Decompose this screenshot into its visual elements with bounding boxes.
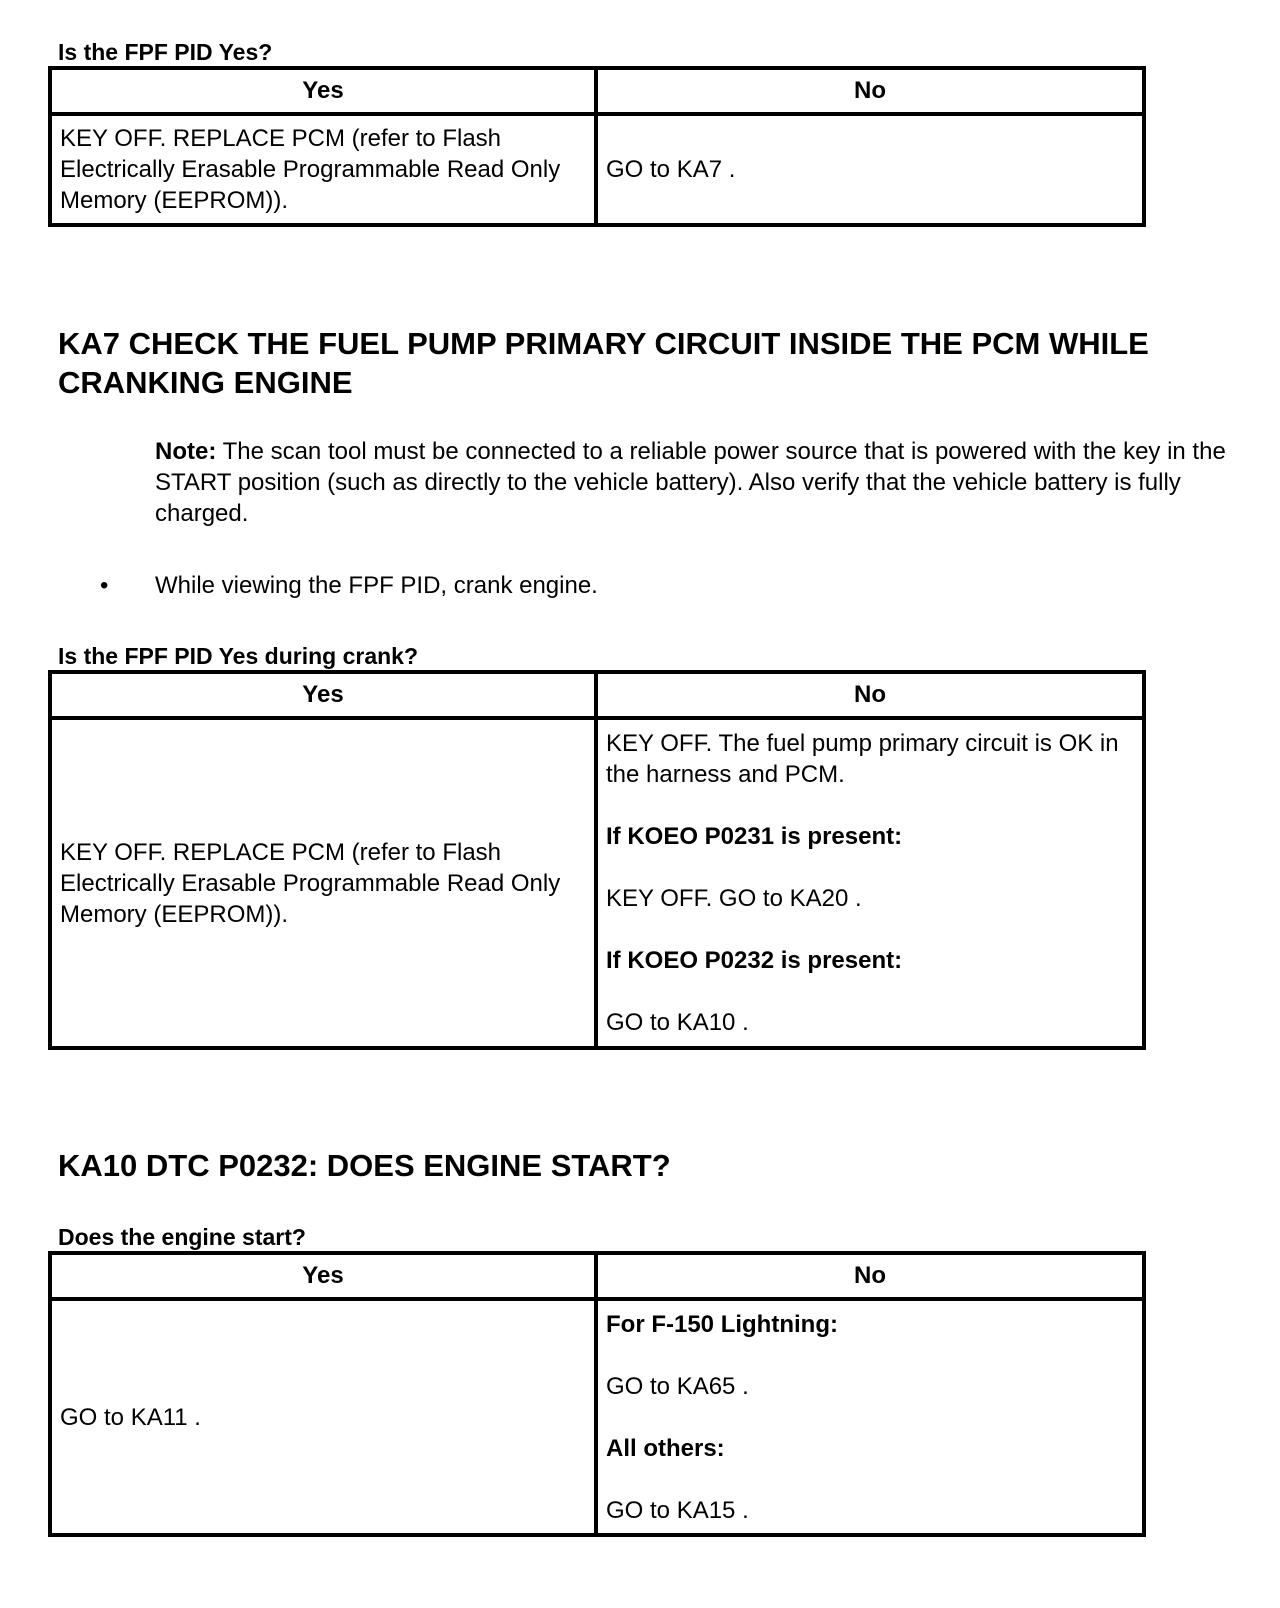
yes-cell: KEY OFF. REPLACE PCM (refer to Flash Electrically Erasable Programmable Read Only Memory (EEPROM)). <box>50 718 596 1048</box>
note-label: Note: <box>155 438 217 465</box>
no-cell <box>596 718 1144 1048</box>
no-paragraph-2: KEY OFF. GO to KA20 . <box>606 885 862 912</box>
question-fpf-pid: Is the FPF PID Yes? <box>58 39 273 65</box>
column-header-no: No <box>596 1253 1144 1299</box>
no-paragraph-2: GO to KA15 . <box>606 1496 749 1524</box>
bullet-text: While viewing the FPF PID, crank engine. <box>155 572 598 599</box>
no-cell: GO to KA7 . <box>596 114 1144 225</box>
decision-table-ka10 <box>48 1251 1146 1537</box>
no-condition-1: For F-150 Lightning: <box>606 1310 838 1338</box>
note-text: The scan tool must be connected to a reliable power source that is powered with the key in the START position (such as directly to the vehicle battery). Also verify that the vehicle battery is fully charged. <box>155 438 1226 527</box>
yes-cell: KEY OFF. REPLACE PCM (refer to Flash Electrically Erasable Programmable Read Only Memory (EEPROM)). <box>50 114 596 225</box>
no-cell <box>596 1299 1144 1535</box>
column-header-no: No <box>596 68 1144 114</box>
decision-table-ka7 <box>48 670 1146 1050</box>
no-paragraph-3: GO to KA10 . <box>606 1009 749 1036</box>
no-paragraph-1: KEY OFF. The fuel pump primary circuit is OK in the harness and PCM. <box>606 730 1119 788</box>
no-paragraph-1: GO to KA65 . <box>606 1372 749 1400</box>
no-condition-2: If KOEO P0232 is present: <box>606 947 903 974</box>
column-header-yes: Yes <box>50 68 596 114</box>
question-engine-start: Does the engine start? <box>58 1224 306 1250</box>
bullet-icon: • <box>100 572 109 599</box>
ka7-bullet-item <box>100 570 598 601</box>
no-condition-2: All others: <box>606 1434 725 1462</box>
column-header-yes: Yes <box>50 1253 596 1299</box>
no-condition-1: If KOEO P0231 is present: <box>606 823 903 850</box>
column-header-no: No <box>596 672 1144 718</box>
column-header-yes: Yes <box>50 672 596 718</box>
yes-cell: GO to KA11 . <box>50 1299 596 1535</box>
ka7-note <box>155 436 1235 529</box>
ka7-heading: KA7 CHECK THE FUEL PUMP PRIMARY CIRCUIT INSIDE THE PCM WHILE CRANKING ENGINE <box>58 326 1149 400</box>
ka10-heading: KA10 DTC P0232: DOES ENGINE START? <box>58 1148 671 1183</box>
decision-table-fpf-pid <box>48 66 1146 227</box>
question-fpf-pid-crank: Is the FPF PID Yes during crank? <box>58 643 419 669</box>
